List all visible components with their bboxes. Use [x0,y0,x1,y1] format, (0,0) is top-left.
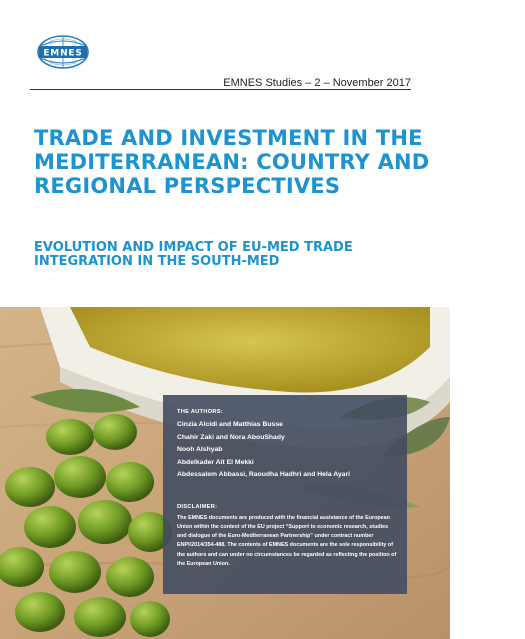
document-subtitle: EVOLUTION AND IMPACT OF EU-MED TRADE INTEGRATION IN THE SOUTH-MED [34,240,353,269]
author-line: Chahir Zaki and Nora AbouShady [177,433,285,441]
emnes-logo-graphic [34,34,92,70]
emnes-logo [34,34,92,70]
author-line: Nooh Alshyab [177,446,223,453]
author-line: Cinzia Alcidi and Matthias Busse [177,421,283,428]
logo-text: EMNES [43,48,83,59]
authors-panel [163,395,407,594]
disclaimer-heading: DISCLAIMER: [177,503,218,510]
authors-heading: THE AUTHORS: [177,409,223,415]
document-title: TRADE AND INVESTMENT IN THE MEDITERRANEAN: COUNTRY AND REGIONAL PERSPECTIVES [34,126,430,198]
disclaimer-text: The EMNES documents are produced with the financial assistance of the European Union within the context of the EU project “Support to economic research, studies and dialogue of the Euro-Mediterranean Partnership” under contract number ENPI/2014/354-488. The contents of EMNES documents are the sole responsibility of the authors and can under no circumstances be regarded as reflecting the position of the European Union. [177,514,397,567]
series-label: EMNES Studies – 2 – November 2017 [223,77,411,89]
header-rule [30,89,411,90]
author-line: Abdessalem Abbassi, Raoudha Hadhri and Hela Ayari [177,471,350,478]
author-line: Abdelkader Aït El Mekki [177,458,254,466]
